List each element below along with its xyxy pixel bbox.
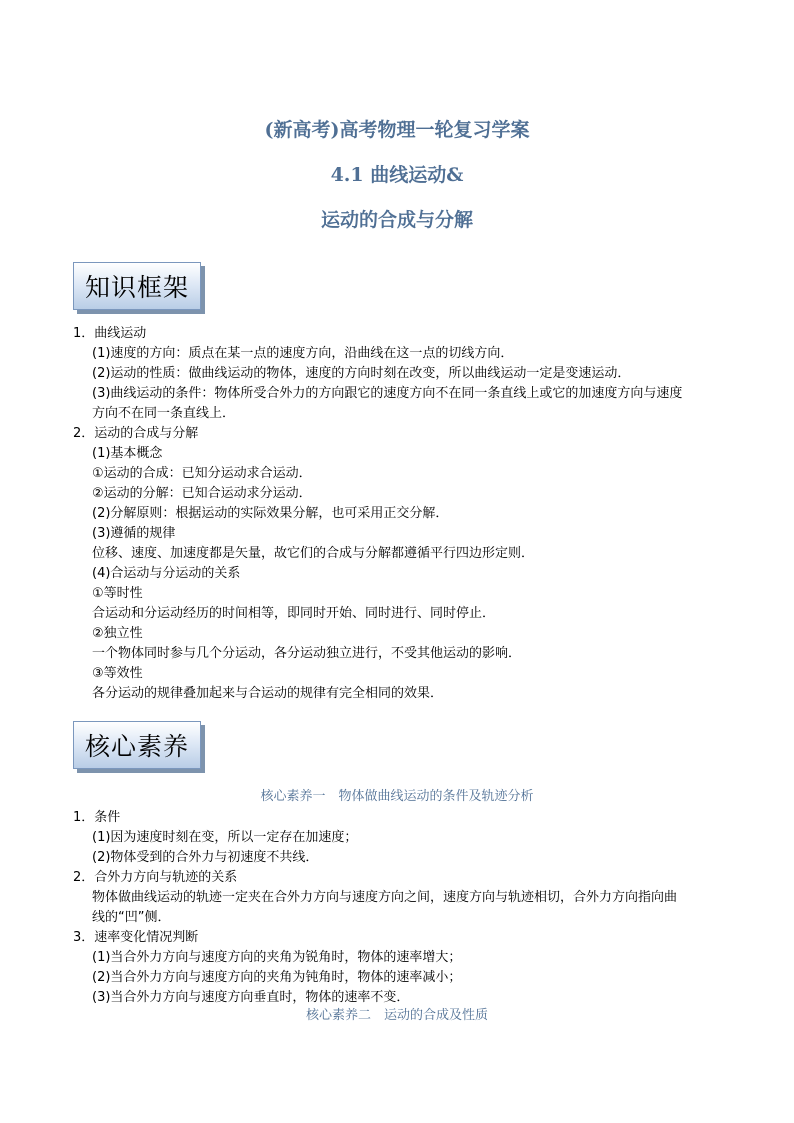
section-subtitle: 运动的合成与分解 xyxy=(320,209,473,231)
core-line: 物体做曲线运动的轨迹一定夹在合外力方向与速度方向之间，速度方向与轨迹相切，合外力方向指向曲 xyxy=(92,890,678,905)
framework-line: (2)运动的性质：做曲线运动的物体，速度的方向时刻在改变，所以曲线运动一定是变速运动． xyxy=(92,366,631,381)
section-title: 4.1 曲线运动& xyxy=(330,164,464,186)
core-line: (1)当合外力方向与速度方向的夹角为锐角时，物体的速率增大； xyxy=(92,950,462,965)
core-line: 2．合外力方向与轨迹的关系 xyxy=(73,870,238,885)
framework-line: 方向不在同一条直线上． xyxy=(92,406,236,421)
framework-line: ②运动的分解：已知合运动求分运动． xyxy=(92,486,312,501)
core-line: 3．速率变化情况判断 xyxy=(73,930,199,945)
core-line: (1)因为速度时刻在变，所以一定存在加速度； xyxy=(92,830,358,845)
framework-line: (2)分解原则：根据运动的实际效果分解，也可采用正交分解． xyxy=(92,506,449,521)
framework-line: 一个物体同时参与几个分运动，各分运动独立进行，不受其他运动的影响． xyxy=(92,646,522,661)
core-subtitle-2: 核心素养二 运动的合成及性质 xyxy=(305,1008,488,1023)
document-title: (新高考)高考物理一轮复习学案 xyxy=(264,119,530,141)
framework-line: (4)合运动与分运动的关系 xyxy=(92,566,241,581)
framework-line: (3)遵循的规律 xyxy=(92,526,176,541)
framework-line: ①运动的合成：已知分运动求合运动． xyxy=(92,466,312,481)
framework-line: 位移、速度、加速度都是矢量，故它们的合成与分解都遵循平行四边形定则． xyxy=(92,546,535,561)
core-line: 线的“凹”侧． xyxy=(92,910,171,925)
framework-line: ①等时性 xyxy=(92,586,143,601)
framework-line: 1．曲线运动 xyxy=(73,326,147,341)
framework-line: (1)速度的方向：质点在某一点的速度方向，沿曲线在这一点的切线方向． xyxy=(92,346,514,361)
framework-line: (1)基本概念 xyxy=(92,446,163,461)
core-subtitle-1: 核心素养一 物体做曲线运动的条件及轨迹分析 xyxy=(260,789,534,804)
core-banner: 核心素养 xyxy=(73,721,201,769)
framework-line: 各分运动的规律叠加起来与合运动的规律有完全相同的效果． xyxy=(92,686,444,701)
framework-banner: 知识框架 xyxy=(73,262,201,310)
core-line: (2)当合外力方向与速度方向的夹角为钝角时，物体的速率减小； xyxy=(92,970,462,985)
framework-line: ②独立性 xyxy=(92,626,143,641)
framework-line: (3)曲线运动的条件：物体所受合外力的方向跟它的速度方向不在同一条直线上或它的加速度方向与速度 xyxy=(92,386,683,401)
core-line: (2)物体受到的合外力与初速度不共线． xyxy=(92,850,319,865)
framework-line: ③等效性 xyxy=(92,666,143,681)
framework-line: 合运动和分运动经历的时间相等，即同时开始、同时进行、同时停止． xyxy=(92,606,496,621)
core-line: 1．条件 xyxy=(73,810,121,825)
core-line: (3)当合外力方向与速度方向垂直时，物体的速率不变． xyxy=(92,990,410,1005)
framework-line: 2．运动的合成与分解 xyxy=(73,426,199,441)
